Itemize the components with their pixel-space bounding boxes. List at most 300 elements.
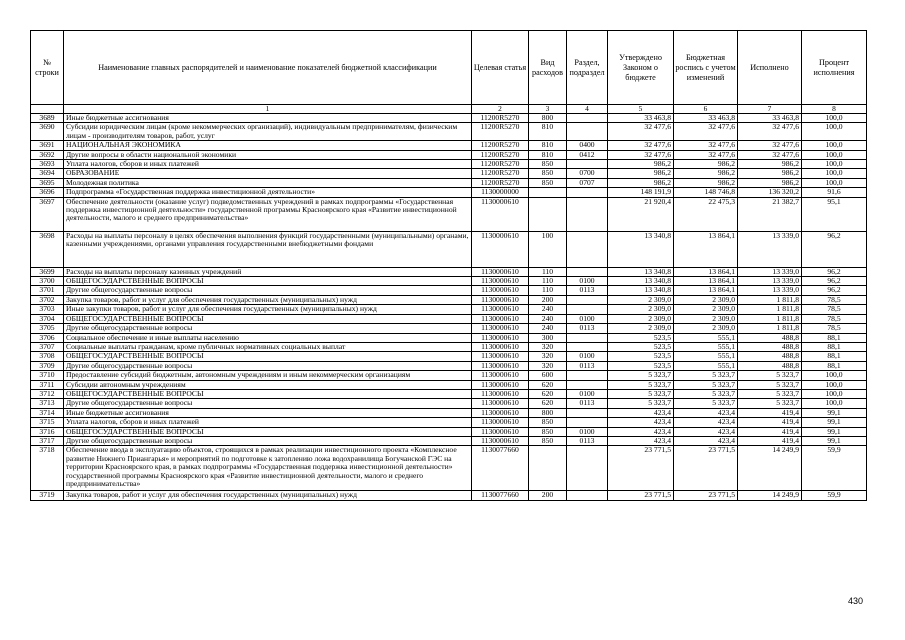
executed-cell: 986,2 [738, 178, 802, 187]
budget-schedule-cell: 423,4 [674, 427, 738, 436]
row-number: 3707 [31, 342, 64, 351]
expense-type-cell: 200 [529, 491, 567, 500]
row-number: 3698 [31, 231, 64, 267]
expense-type-cell: 850 [529, 178, 567, 187]
approved-cell: 32 477,6 [608, 150, 674, 159]
table-row [31, 427, 867, 436]
target-article-cell: 1130000610 [472, 361, 529, 370]
approved-cell: 5 323,7 [608, 399, 674, 408]
header-expense-type: Вид расходов [529, 31, 567, 105]
expense-type-cell: 240 [529, 324, 567, 333]
row-number: 3691 [31, 141, 64, 150]
table-row [31, 160, 867, 169]
table-row [31, 114, 867, 123]
column-number-row [31, 105, 867, 114]
row-name: ОБЩЕГОСУДАРСТВЕННЫЕ ВОПРОСЫ [64, 277, 472, 286]
section-cell [567, 188, 608, 197]
section-cell: 0707 [567, 178, 608, 187]
budget-schedule-cell: 555,1 [674, 342, 738, 351]
approved-cell: 13 340,8 [608, 286, 674, 295]
section-cell: 0100 [567, 389, 608, 398]
expense-type-cell: 320 [529, 361, 567, 370]
row-name: Другие вопросы в области национальной экономики [64, 150, 472, 159]
row-name: Социальное обеспечение и иные выплаты населению [64, 333, 472, 342]
page-number: 430 [848, 596, 864, 606]
section-cell: 0100 [567, 277, 608, 286]
target-article-cell: 1130000610 [472, 436, 529, 445]
percent-cell: 100,0 [802, 389, 867, 398]
budget-schedule-cell: 32 477,6 [674, 123, 738, 141]
table-row [31, 371, 867, 380]
row-number: 3703 [31, 305, 64, 314]
target-article-cell: 1130000610 [472, 389, 529, 398]
row-number: 3697 [31, 197, 64, 231]
executed-cell: 21 382,7 [738, 197, 802, 231]
expense-type-cell: 200 [529, 295, 567, 304]
target-article-cell: 1130000610 [472, 231, 529, 267]
row-number: 3714 [31, 408, 64, 417]
row-number: 3694 [31, 169, 64, 178]
target-article-cell: 1130000610 [472, 418, 529, 427]
table-row [31, 491, 867, 500]
approved-cell: 32 477,6 [608, 123, 674, 141]
row-name: Закупка товаров, работ и услуг для обеспечения государственных (муниципальных) нужд [64, 295, 472, 304]
executed-cell: 986,2 [738, 160, 802, 169]
executed-cell: 1 811,8 [738, 324, 802, 333]
executed-cell: 136 320,2 [738, 188, 802, 197]
expense-type-cell: 110 [529, 286, 567, 295]
target-article-cell: 11200R5270 [472, 178, 529, 187]
percent-cell: 91,6 [802, 188, 867, 197]
expense-type-cell [529, 446, 567, 491]
expense-type-cell: 300 [529, 333, 567, 342]
expense-type-cell: 850 [529, 169, 567, 178]
row-name: Расходы на выплаты персоналу в целях обеспечения выполнения функций государственными (муниципальными) органами, казенными учреждениями, органами управления государственными внебюджетными фондами [64, 231, 472, 267]
target-article-cell: 1130000610 [472, 333, 529, 342]
table-row [31, 188, 867, 197]
budget-schedule-cell: 2 309,0 [674, 305, 738, 314]
executed-cell: 13 339,0 [738, 277, 802, 286]
target-article-cell: 1130000610 [472, 267, 529, 276]
budget-schedule-cell: 555,1 [674, 333, 738, 342]
approved-cell: 13 340,8 [608, 231, 674, 267]
approved-cell: 423,4 [608, 436, 674, 445]
percent-cell: 59,9 [802, 491, 867, 500]
column-number: 1 [64, 105, 472, 114]
budget-schedule-cell: 148 746,8 [674, 188, 738, 197]
expense-type-cell: 850 [529, 418, 567, 427]
approved-cell: 32 477,6 [608, 141, 674, 150]
executed-cell: 419,4 [738, 436, 802, 445]
row-number: 3709 [31, 361, 64, 370]
section-cell [567, 342, 608, 351]
expense-type-cell: 850 [529, 436, 567, 445]
row-number: 3699 [31, 267, 64, 276]
expense-type-cell: 600 [529, 371, 567, 380]
approved-cell: 2 309,0 [608, 295, 674, 304]
percent-cell: 100,0 [802, 169, 867, 178]
table-row [31, 324, 867, 333]
section-cell: 0113 [567, 324, 608, 333]
approved-cell: 2 309,0 [608, 305, 674, 314]
executed-cell: 419,4 [738, 427, 802, 436]
approved-cell: 2 309,0 [608, 314, 674, 323]
target-article-cell: 1130077660 [472, 446, 529, 491]
budget-schedule-cell: 5 323,7 [674, 371, 738, 380]
percent-cell: 88,1 [802, 352, 867, 361]
row-name: ОБЩЕГОСУДАРСТВЕННЫЕ ВОПРОСЫ [64, 314, 472, 323]
approved-cell: 523,5 [608, 352, 674, 361]
header-target-article: Целевая статья [472, 31, 529, 105]
header-row [31, 31, 867, 105]
row-number: 3700 [31, 277, 64, 286]
expense-type-cell: 620 [529, 389, 567, 398]
expense-type-cell: 800 [529, 114, 567, 123]
row-number: 3706 [31, 333, 64, 342]
target-article-cell: 1130000610 [472, 427, 529, 436]
row-number: 3695 [31, 178, 64, 187]
row-name: Подпрограмма «Государственная поддержка инвестиционной деятельности» [64, 188, 472, 197]
expense-type-cell: 850 [529, 427, 567, 436]
executed-cell: 32 477,6 [738, 123, 802, 141]
expense-type-cell: 810 [529, 123, 567, 141]
row-name: Предоставление субсидий бюджетным, автономным учреждениям и иным некоммерческим организациям [64, 371, 472, 380]
percent-cell: 100,0 [802, 160, 867, 169]
table-row [31, 408, 867, 417]
percent-cell: 88,1 [802, 333, 867, 342]
expense-type-cell: 620 [529, 380, 567, 389]
budget-schedule-cell: 5 323,7 [674, 399, 738, 408]
percent-cell: 96,2 [802, 267, 867, 276]
target-article-cell: 11200R5270 [472, 169, 529, 178]
column-number: 3 [529, 105, 567, 114]
row-number: 3701 [31, 286, 64, 295]
target-article-cell: 1130000610 [472, 352, 529, 361]
budget-schedule-cell: 13 864,1 [674, 277, 738, 286]
percent-cell: 100,0 [802, 399, 867, 408]
table-row [31, 333, 867, 342]
expense-type-cell: 320 [529, 342, 567, 351]
approved-cell: 523,5 [608, 333, 674, 342]
budget-table [30, 30, 867, 501]
target-article-cell: 1130000610 [472, 305, 529, 314]
percent-cell: 88,1 [802, 361, 867, 370]
executed-cell: 488,8 [738, 342, 802, 351]
executed-cell: 488,8 [738, 333, 802, 342]
header-name: Наименование главных распорядителей и наименование показателей бюджетной классификации [64, 31, 472, 105]
budget-schedule-cell: 32 477,6 [674, 141, 738, 150]
table-row [31, 141, 867, 150]
column-number: 4 [567, 105, 608, 114]
expense-type-cell [529, 188, 567, 197]
executed-cell: 986,2 [738, 169, 802, 178]
row-name: Обеспечение деятельности (оказание услуг) подведомственных учреждений в рамках подпрограммы «Государственная поддержка инвестиционной деятельности» государственной программы Красноярского края «Развитие инвестиционной деятельности, малого и среднего предпринимательства» [64, 197, 472, 231]
section-cell [567, 197, 608, 231]
executed-cell: 488,8 [738, 352, 802, 361]
budget-schedule-cell: 2 309,0 [674, 295, 738, 304]
target-article-cell: 1130000610 [472, 371, 529, 380]
table-row [31, 123, 867, 141]
budget-schedule-cell: 555,1 [674, 352, 738, 361]
approved-cell: 523,5 [608, 342, 674, 351]
header-percent: Процент исполнения [802, 31, 867, 105]
section-cell: 0100 [567, 352, 608, 361]
approved-cell: 23 771,5 [608, 491, 674, 500]
target-article-cell: 1130000610 [472, 399, 529, 408]
approved-cell: 5 323,7 [608, 389, 674, 398]
section-cell: 0100 [567, 427, 608, 436]
target-article-cell: 11200R5270 [472, 160, 529, 169]
expense-type-cell: 810 [529, 141, 567, 150]
approved-cell: 423,4 [608, 408, 674, 417]
row-number: 3712 [31, 389, 64, 398]
budget-schedule-cell: 555,1 [674, 361, 738, 370]
section-cell: 0113 [567, 436, 608, 445]
table-row [31, 295, 867, 304]
approved-cell: 33 463,8 [608, 114, 674, 123]
section-cell: 0113 [567, 286, 608, 295]
executed-cell: 419,4 [738, 418, 802, 427]
target-article-cell: 1130000610 [472, 277, 529, 286]
percent-cell: 100,0 [802, 371, 867, 380]
approved-cell: 986,2 [608, 160, 674, 169]
target-article-cell: 11200R5270 [472, 141, 529, 150]
section-cell [567, 267, 608, 276]
percent-cell: 59,9 [802, 446, 867, 491]
target-article-cell: 1130000000 [472, 188, 529, 197]
target-article-cell: 1130000610 [472, 380, 529, 389]
row-name: Уплата налогов, сборов и иных платежей [64, 418, 472, 427]
section-cell [567, 114, 608, 123]
section-cell [567, 491, 608, 500]
table-row [31, 277, 867, 286]
row-name: Иные закупки товаров, работ и услуг для обеспечения государственных (муниципальных) нужд [64, 305, 472, 314]
approved-cell: 523,5 [608, 361, 674, 370]
budget-schedule-cell: 5 323,7 [674, 389, 738, 398]
table-row [31, 352, 867, 361]
section-cell [567, 160, 608, 169]
approved-cell: 5 323,7 [608, 371, 674, 380]
budget-schedule-cell: 33 463,8 [674, 114, 738, 123]
row-name: ОБЩЕГОСУДАРСТВЕННЫЕ ВОПРОСЫ [64, 352, 472, 361]
target-article-cell: 11200R5270 [472, 123, 529, 141]
budget-schedule-cell: 986,2 [674, 160, 738, 169]
executed-cell: 5 323,7 [738, 371, 802, 380]
column-number: 6 [674, 105, 738, 114]
executed-cell: 5 323,7 [738, 389, 802, 398]
header-budget-schedule: Бюджетная роспись с учетом изменений [674, 31, 738, 105]
row-name: Иные бюджетные ассигнования [64, 408, 472, 417]
row-number: 3710 [31, 371, 64, 380]
row-number: 3705 [31, 324, 64, 333]
approved-cell: 23 771,5 [608, 446, 674, 491]
target-article-cell: 1130000610 [472, 314, 529, 323]
table-row [31, 178, 867, 187]
row-name: Субсидии юридическим лицам (кроме некоммерческих организаций), индивидуальным предпринимателям, физическим лицам - производителям товаров, работ, услуг [64, 123, 472, 141]
budget-schedule-cell: 2 309,0 [674, 324, 738, 333]
table-row [31, 231, 867, 267]
approved-cell: 13 340,8 [608, 277, 674, 286]
expense-type-cell [529, 197, 567, 231]
approved-cell: 5 323,7 [608, 380, 674, 389]
row-number: 3692 [31, 150, 64, 159]
executed-cell: 14 249,9 [738, 491, 802, 500]
executed-cell: 488,8 [738, 361, 802, 370]
percent-cell: 100,0 [802, 178, 867, 187]
row-name: Социальные выплаты гражданам, кроме публичных нормативных социальных выплат [64, 342, 472, 351]
table-row [31, 150, 867, 159]
expense-type-cell: 320 [529, 352, 567, 361]
section-cell: 0100 [567, 314, 608, 323]
executed-cell: 13 339,0 [738, 267, 802, 276]
section-cell: 0113 [567, 361, 608, 370]
executed-cell: 5 323,7 [738, 399, 802, 408]
expense-type-cell: 240 [529, 314, 567, 323]
table-row [31, 267, 867, 276]
row-name: Иные бюджетные ассигнования [64, 114, 472, 123]
target-article-cell: 1130000610 [472, 295, 529, 304]
executed-cell: 13 339,0 [738, 286, 802, 295]
row-name: Другие общегосударственные вопросы [64, 286, 472, 295]
executed-cell: 1 811,8 [738, 295, 802, 304]
section-cell [567, 380, 608, 389]
header-row-number: № строки [31, 31, 64, 105]
expense-type-cell: 850 [529, 160, 567, 169]
table-row [31, 286, 867, 295]
row-name: Другие общегосударственные вопросы [64, 399, 472, 408]
approved-cell: 13 340,8 [608, 267, 674, 276]
budget-schedule-cell: 423,4 [674, 408, 738, 417]
budget-schedule-cell: 32 477,6 [674, 150, 738, 159]
section-cell [567, 333, 608, 342]
expense-type-cell: 110 [529, 277, 567, 286]
row-number: 3693 [31, 160, 64, 169]
expense-type-cell: 110 [529, 267, 567, 276]
budget-schedule-cell: 2 309,0 [674, 314, 738, 323]
target-article-cell: 1130000610 [472, 408, 529, 417]
percent-cell: 78,5 [802, 305, 867, 314]
table-row [31, 197, 867, 231]
table-row [31, 399, 867, 408]
approved-cell: 148 191,9 [608, 188, 674, 197]
row-name: Субсидии автономным учреждениям [64, 380, 472, 389]
percent-cell: 88,1 [802, 342, 867, 351]
budget-schedule-cell: 5 323,7 [674, 380, 738, 389]
section-cell [567, 231, 608, 267]
row-name: Уплата налогов, сборов и иных платежей [64, 160, 472, 169]
header-section: Раздел, подраздел [567, 31, 608, 105]
column-number: 5 [608, 105, 674, 114]
section-cell [567, 295, 608, 304]
row-name: Закупка товаров, работ и услуг для обеспечения государственных (муниципальных) нужд [64, 491, 472, 500]
row-name: ОБЩЕГОСУДАРСТВЕННЫЕ ВОПРОСЫ [64, 427, 472, 436]
executed-cell: 419,4 [738, 408, 802, 417]
target-article-cell: 1130000610 [472, 342, 529, 351]
percent-cell: 78,5 [802, 295, 867, 304]
row-number: 3715 [31, 418, 64, 427]
row-number: 3717 [31, 436, 64, 445]
percent-cell: 100,0 [802, 380, 867, 389]
section-cell: 0113 [567, 399, 608, 408]
percent-cell: 99,1 [802, 427, 867, 436]
section-cell [567, 418, 608, 427]
section-cell [567, 446, 608, 491]
percent-cell: 100,0 [802, 123, 867, 141]
target-article-cell: 1130000610 [472, 324, 529, 333]
table-row [31, 436, 867, 445]
approved-cell: 986,2 [608, 169, 674, 178]
section-cell: 0700 [567, 169, 608, 178]
column-number: 2 [472, 105, 529, 114]
row-name: ОБРАЗОВАНИЕ [64, 169, 472, 178]
approved-cell: 423,4 [608, 427, 674, 436]
budget-schedule-cell: 23 771,5 [674, 491, 738, 500]
target-article-cell: 1130000610 [472, 197, 529, 231]
target-article-cell: 1130077660 [472, 491, 529, 500]
row-number: 3713 [31, 399, 64, 408]
executed-cell: 5 323,7 [738, 380, 802, 389]
section-cell: 0400 [567, 141, 608, 150]
row-name: Расходы на выплаты персоналу казенных учреждений [64, 267, 472, 276]
table-row [31, 305, 867, 314]
target-article-cell: 1130000610 [472, 286, 529, 295]
row-number: 3716 [31, 427, 64, 436]
budget-schedule-cell: 13 864,1 [674, 267, 738, 276]
percent-cell: 78,5 [802, 314, 867, 323]
percent-cell: 99,1 [802, 418, 867, 427]
row-name: Другие общегосударственные вопросы [64, 436, 472, 445]
column-number [31, 105, 64, 114]
expense-type-cell: 810 [529, 150, 567, 159]
table-row [31, 446, 867, 491]
table-row [31, 418, 867, 427]
target-article-cell: 11200R5270 [472, 150, 529, 159]
header-approved: Утверждено Законом о бюджете [608, 31, 674, 105]
row-name: Обеспечение ввода в эксплуатацию объектов, строящихся в рамках реализации инвестиционного проекта «Комплексное развитие Нижнего Приангарья» и мероприятий по подготовке к затоплению ложа водохранилища Богучанской ГЭС на территории Красноярского края, в рамках подпрограммы «Государственная поддержка инвестиционной деятельности» государственной программы Красноярского края «Развитие инвестиционной деятельности, малого и среднего предпринимательства» [64, 446, 472, 491]
row-name: НАЦИОНАЛЬНАЯ ЭКОНОМИКА [64, 141, 472, 150]
percent-cell: 99,1 [802, 408, 867, 417]
executed-cell: 1 811,8 [738, 314, 802, 323]
approved-cell: 423,4 [608, 418, 674, 427]
percent-cell: 95,1 [802, 197, 867, 231]
expense-type-cell: 240 [529, 305, 567, 314]
expense-type-cell: 620 [529, 399, 567, 408]
row-number: 3704 [31, 314, 64, 323]
row-number: 3696 [31, 188, 64, 197]
approved-cell: 21 920,4 [608, 197, 674, 231]
row-number: 3702 [31, 295, 64, 304]
row-name: Молодежная политика [64, 178, 472, 187]
table-row [31, 314, 867, 323]
executed-cell: 32 477,6 [738, 150, 802, 159]
header-executed: Исполнено [738, 31, 802, 105]
row-number: 3719 [31, 491, 64, 500]
expense-type-cell: 100 [529, 231, 567, 267]
percent-cell: 99,1 [802, 436, 867, 445]
percent-cell: 78,5 [802, 324, 867, 333]
executed-cell: 13 339,0 [738, 231, 802, 267]
column-number: 7 [738, 105, 802, 114]
executed-cell: 33 463,8 [738, 114, 802, 123]
approved-cell: 2 309,0 [608, 324, 674, 333]
budget-schedule-cell: 22 475,3 [674, 197, 738, 231]
table-row [31, 389, 867, 398]
row-name: Другие общегосударственные вопросы [64, 361, 472, 370]
executed-cell: 32 477,6 [738, 141, 802, 150]
percent-cell: 100,0 [802, 150, 867, 159]
percent-cell: 96,2 [802, 277, 867, 286]
row-number: 3718 [31, 446, 64, 491]
